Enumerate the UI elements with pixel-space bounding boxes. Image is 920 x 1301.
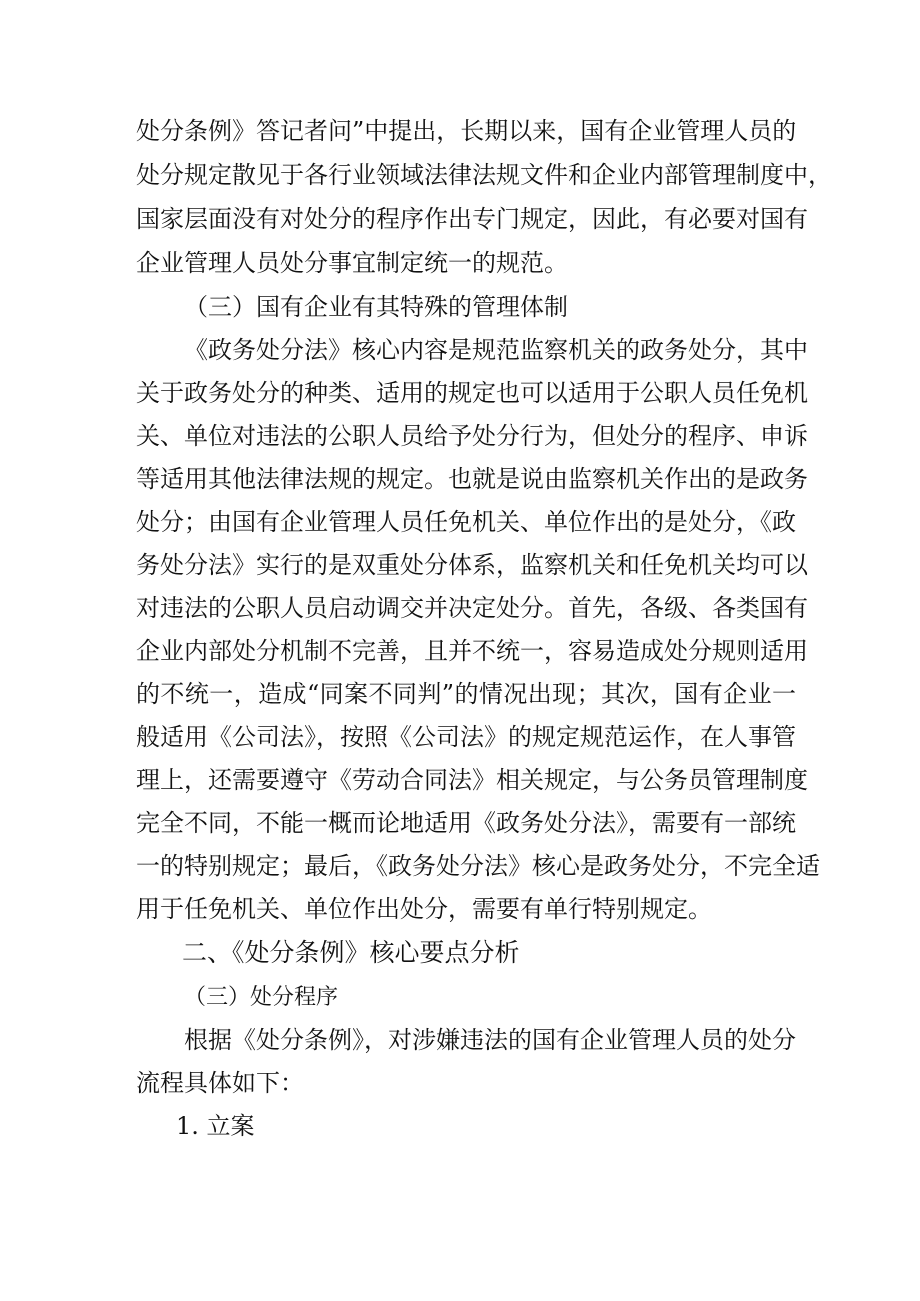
paragraph-line: 企业内部处分机制不完善，且并不统一，容易造成处分规则适用 [136,637,808,665]
paragraph-line: 对违法的公职人员启动调交并决定处分。首先，各级、各类国有 [136,594,808,622]
paragraph-line: 关、单位对违法的公职人员给予处分行为，但处分的程序、申诉 [136,422,808,450]
paragraph-line: 理上，还需要遵守《劳动合同法》相关规定，与公务员管理制度 [136,766,808,794]
paragraph-line: 完全不同，不能一概而论地适用《政务处分法》，需要有一部统 [136,809,796,837]
list-item: 1. 立案 [176,1112,255,1140]
paragraph-line: 国家层面没有对处分的程序作出专门规定，因此，有必要对国有 [136,205,808,233]
paragraph-line: 企业管理人员处分事宜制定统一的规范。 [136,249,568,277]
paragraph-line: 用于任免机关、单位作出处分，需要有单行特别规定。 [136,895,712,923]
paragraph-line: 一的特别规定；最后，《政务处分法》核心是政务处分，不完全适 [136,852,820,880]
paragraph-line: 的不统一，造成“同案不同判”的情况出现；其次，国有企业一 [136,680,796,708]
paragraph-line: 处分；由国有企业管理人员任免机关、单位作出的是处分，《政 [136,508,796,536]
paragraph-line: 根据《处分条例》，对涉嫌违法的国有企业管理人员的处分 [184,1026,796,1054]
paragraph-line: 务处分法》实行的是双重处分体系，监察机关和任免机关均可以 [136,551,808,579]
section-heading: （三）国有企业有其特殊的管理体制 [184,293,568,321]
paragraph-line: 等适用其他法律法规的规定。也就是说由监察机关作出的是政务 [136,465,808,493]
paragraph-line: 般适用《公司法》，按照《公司法》的规定规范运作，在人事管 [136,723,796,751]
chapter-heading: 二、《处分条例》核心要点分析 [182,938,520,967]
paragraph-line: 《政务处分法》核心内容是规范监察机关的政务处分，其中 [184,336,808,364]
paragraph-line: 流程具体如下： [136,1069,304,1097]
paragraph-line: 关于政务处分的种类、适用的规定也可以适用于公职人员任免机 [136,379,808,407]
section-heading: （三）处分程序 [184,985,339,1010]
paragraph-line: 处分条例》答记者问”中提出，长期以来，国有企业管理人员的 [136,117,797,145]
paragraph-line: 处分规定散见于各行业领域法律法规文件和企业内部管理制度中， [136,161,832,189]
